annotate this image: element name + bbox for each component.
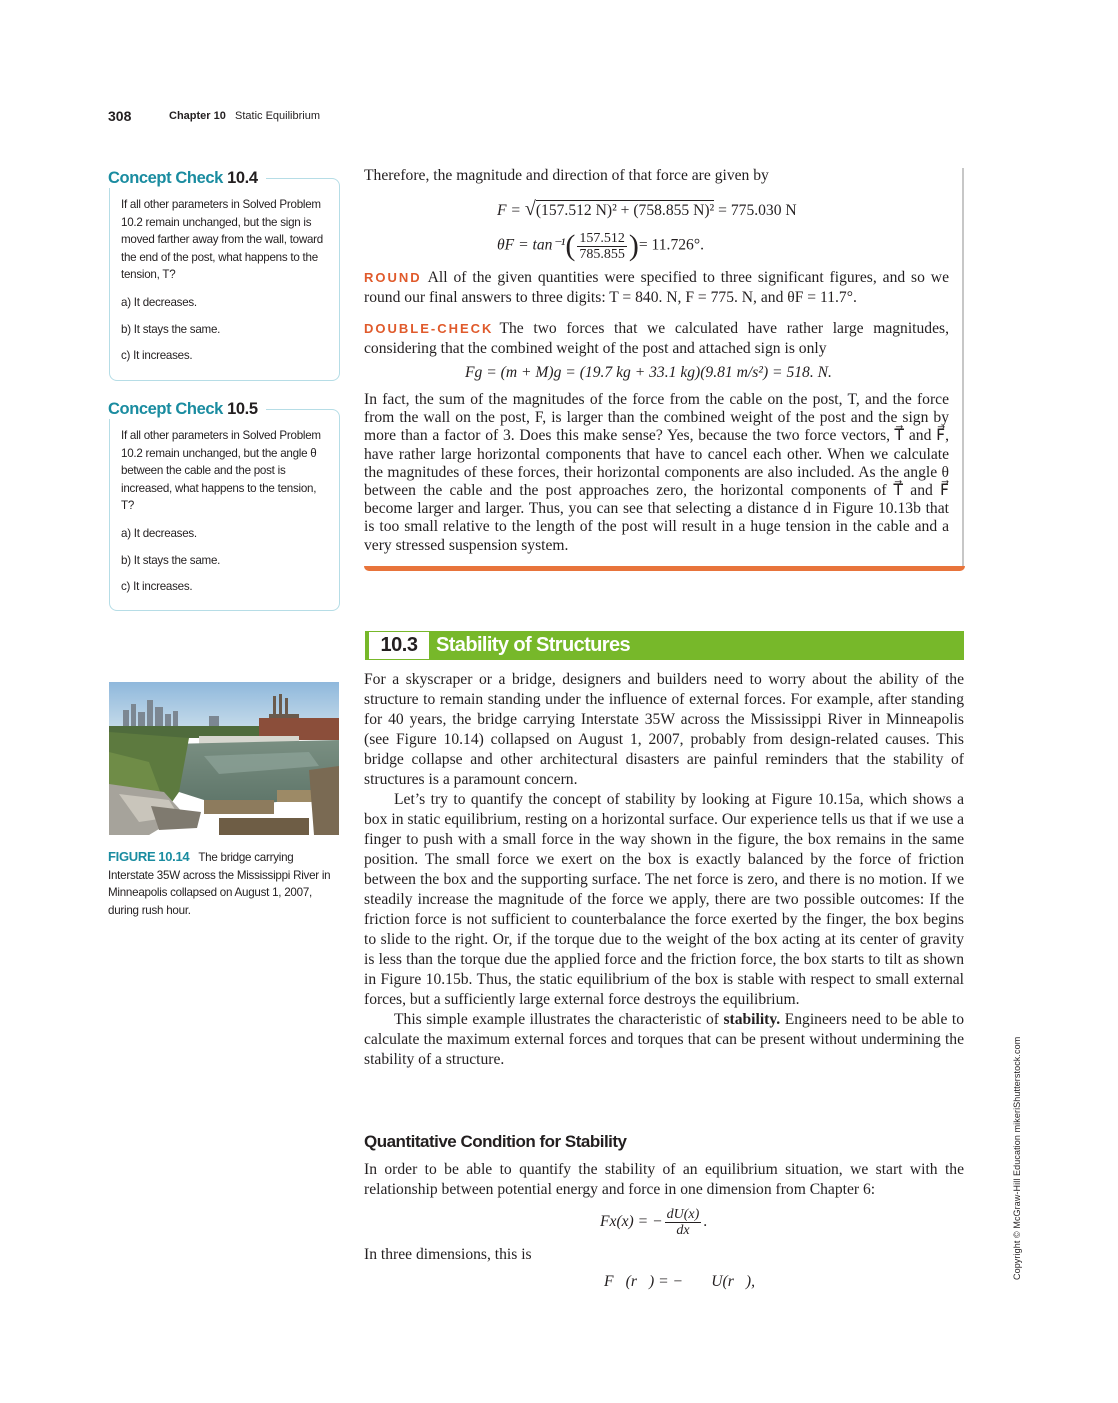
- chapter-label: [169, 110, 226, 122]
- concept-check-content: [121, 427, 331, 596]
- solved-problem-frame-right: [962, 168, 964, 568]
- equation-force-1d: [600, 1207, 707, 1238]
- paragraph: Let’s try to quantify the concept of stability by looking at Figure 10.15a, which shows a box in static equilibrium, resting on a horizontal surface. Our experience tells us that if we use a finger to push with a small force in the way shown in the figure, the box remains in the same position. The small force we exert on the box is exactly balanced by the force of friction between the box and the supporting surface. The net force is zero, and there is no motion. If we steadily increase the magnitude of the force we apply, there are two possible outcomes: If the friction force is not sufficient to counterbalance the force exerted by the finger, the box begins to slide to the right. Or, if the torque due to the weight of the box acting at its center of gravity is less than the torque due the applied force and the friction force, the box starts to tilt as shown in Figure 10.15b. Thus, the static equilibrium of the box is stable with respect to small external forces, but a sufficiently large external force destroys the equilibrium.: [364, 791, 964, 1008]
- section-number: 10.3: [369, 632, 429, 659]
- answer-option: a) It decreases.: [121, 526, 197, 540]
- eq-lhs: θF = tan⁻¹: [497, 236, 566, 254]
- round-text: All of the given quantities were specified to three significant figures, and so we round our final answers to three digits: T = 840. N, F = 775. N, and θF = 11.7°.: [364, 269, 949, 306]
- fraction: [577, 231, 627, 262]
- paragraph-text: This simple example illustrates the characteristic of: [394, 1011, 719, 1028]
- figure-caption-text: The bridge carrying Interstate 35W across the Mississippi River in Minneapolis collapsed on August 1, 2007, during rush hour.: [108, 851, 331, 917]
- paragraph: For a skyscraper or a bridge, designers and builders need to worry about the ability of the structure to remain standing under the influence of external forces. For example, after standing for 40 years, the bridge carrying Interstate 35W across the Mississippi River in Minneapolis (see Figure 10.14) collapsed on August 1, 2007, probably from design-related causes. This bridge collapse and other architectural disasters are painful reminders that the stability of structures is a paramount concern.: [364, 671, 964, 788]
- subsection-heading: Quantitative Condition for Stability: [364, 1132, 627, 1151]
- answer-option: c) It increases.: [121, 349, 193, 363]
- paragraph: In three dimensions, this is: [364, 1246, 532, 1263]
- answer-option: c) It increases.: [121, 580, 193, 594]
- left-paren-icon: (: [565, 229, 576, 262]
- concept-check-heading: [108, 400, 266, 419]
- concept-check-number: 10.4: [227, 169, 258, 187]
- figure-caption: [108, 848, 340, 919]
- concept-check-content: [121, 196, 331, 365]
- figure-number: 10.14: [158, 849, 190, 864]
- equation-force-angle: [497, 229, 704, 263]
- sqrt-icon: √: [524, 198, 536, 220]
- answer-option: b) It stays the same.: [121, 322, 221, 336]
- eq-radicand: (157.512 N)² + (758.855 N)²: [535, 202, 715, 219]
- concept-check-question: If all other parameters in Solved Problem 10.2 remain unchanged, but the angle θ between the cable and the post is increased, what happens to the tension, T?: [121, 429, 321, 513]
- eq-lhs: F =: [497, 202, 521, 219]
- bridge-collapse-photo: [109, 682, 339, 835]
- denominator: 785.855: [579, 246, 625, 262]
- concept-check-question: If all other parameters in Solved Problem 10.2 remain unchanged, but the sign is moved farther away from the wall, toward the end of the post, what happens to the tension, T?: [121, 198, 323, 282]
- concept-check-number: 10.5: [227, 400, 258, 418]
- equation-force-3d: F⃗(r⃗) = − ∇⃗U(r⃗),: [604, 1273, 755, 1290]
- section-title: Stability of Structures: [436, 634, 631, 656]
- eq-rhs: = 775.030 N: [718, 202, 797, 219]
- answer-option: b) It stays the same.: [121, 553, 221, 567]
- section-body: [364, 670, 964, 1070]
- copyright-notice: Copyright © McGraw-Hill Education mikeriShutterstock.com: [1012, 1036, 1022, 1280]
- eq-end: .: [703, 1213, 708, 1231]
- key-term: stability.: [723, 1011, 781, 1028]
- figure-label: FIGURE: [108, 849, 156, 864]
- chapter-label-text: Chapter 10: [169, 110, 226, 122]
- denominator: dx: [676, 1223, 690, 1238]
- page-number: 308: [108, 108, 132, 124]
- paragraph: In order to be able to quantify the stability of an equilibrium situation, we start with the relationship between potential energy and force in one dimension from Chapter 6:: [364, 1161, 964, 1198]
- double-check-label: DOUBLE-CHECK: [364, 321, 494, 336]
- double-check-paragraph: [364, 319, 949, 359]
- concept-check-label: Concept Check: [108, 169, 223, 187]
- solved-problem-intro: Therefore, the magnitude and direction of that force are given by: [364, 167, 769, 184]
- paragraph: [364, 1010, 964, 1070]
- equation-force-magnitude: [497, 198, 797, 221]
- round-label: ROUND: [364, 270, 422, 285]
- concept-check-label: Concept Check: [108, 400, 223, 418]
- eq-rhs: = 11.726°.: [638, 236, 704, 254]
- numerator: dU(x): [666, 1207, 700, 1222]
- eq-lhs: Fx(x) = −: [600, 1213, 663, 1231]
- right-paren-icon: ): [628, 229, 639, 262]
- answer-option: a) It decreases.: [121, 295, 197, 309]
- chapter-title: Static Equilibrium: [235, 110, 320, 122]
- equation-weight: Fg = (m + M)g = (19.7 kg + 33.1 kg)(9.81 m/s²) = 518. N.: [465, 364, 832, 381]
- concept-check-heading: [108, 169, 266, 188]
- solved-problem-frame-bottom: [364, 566, 965, 571]
- numerator: 157.512: [579, 230, 625, 246]
- paragraph-text: Engineers need to be able to calculate the maximum external forces and torques that can be present without undermining the stability of a structure.: [364, 1011, 964, 1068]
- round-paragraph: [364, 268, 949, 308]
- solved-problem-closing: In fact, the sum of the magnitudes of the force from the cable on the post, T, and the force from the wall on the post, F, is larger than the combined weight of the post and the sign by more than a factor of 3. Does this make sense? Yes, because the two force vectors, T⃗ and F⃗, have rather large horizontal components that have to cancel each other. When we calculate the magnitudes of these forces, their horizontal components are also included. As the angle θ between the cable and the post approaches zero, the horizontal components of T⃗ and F⃗ become larger and larger. Thus, you can see that selecting a distance d in Figure 10.13b that is too small relative to the length of the post will result in a huge tension in the cable and a very stressed suspension system.: [364, 391, 949, 554]
- double-check-text: The two forces that we calculated have rather large magnitudes, considering that the combined weight of the post and attached sign is only: [364, 320, 949, 357]
- fraction: [665, 1207, 702, 1238]
